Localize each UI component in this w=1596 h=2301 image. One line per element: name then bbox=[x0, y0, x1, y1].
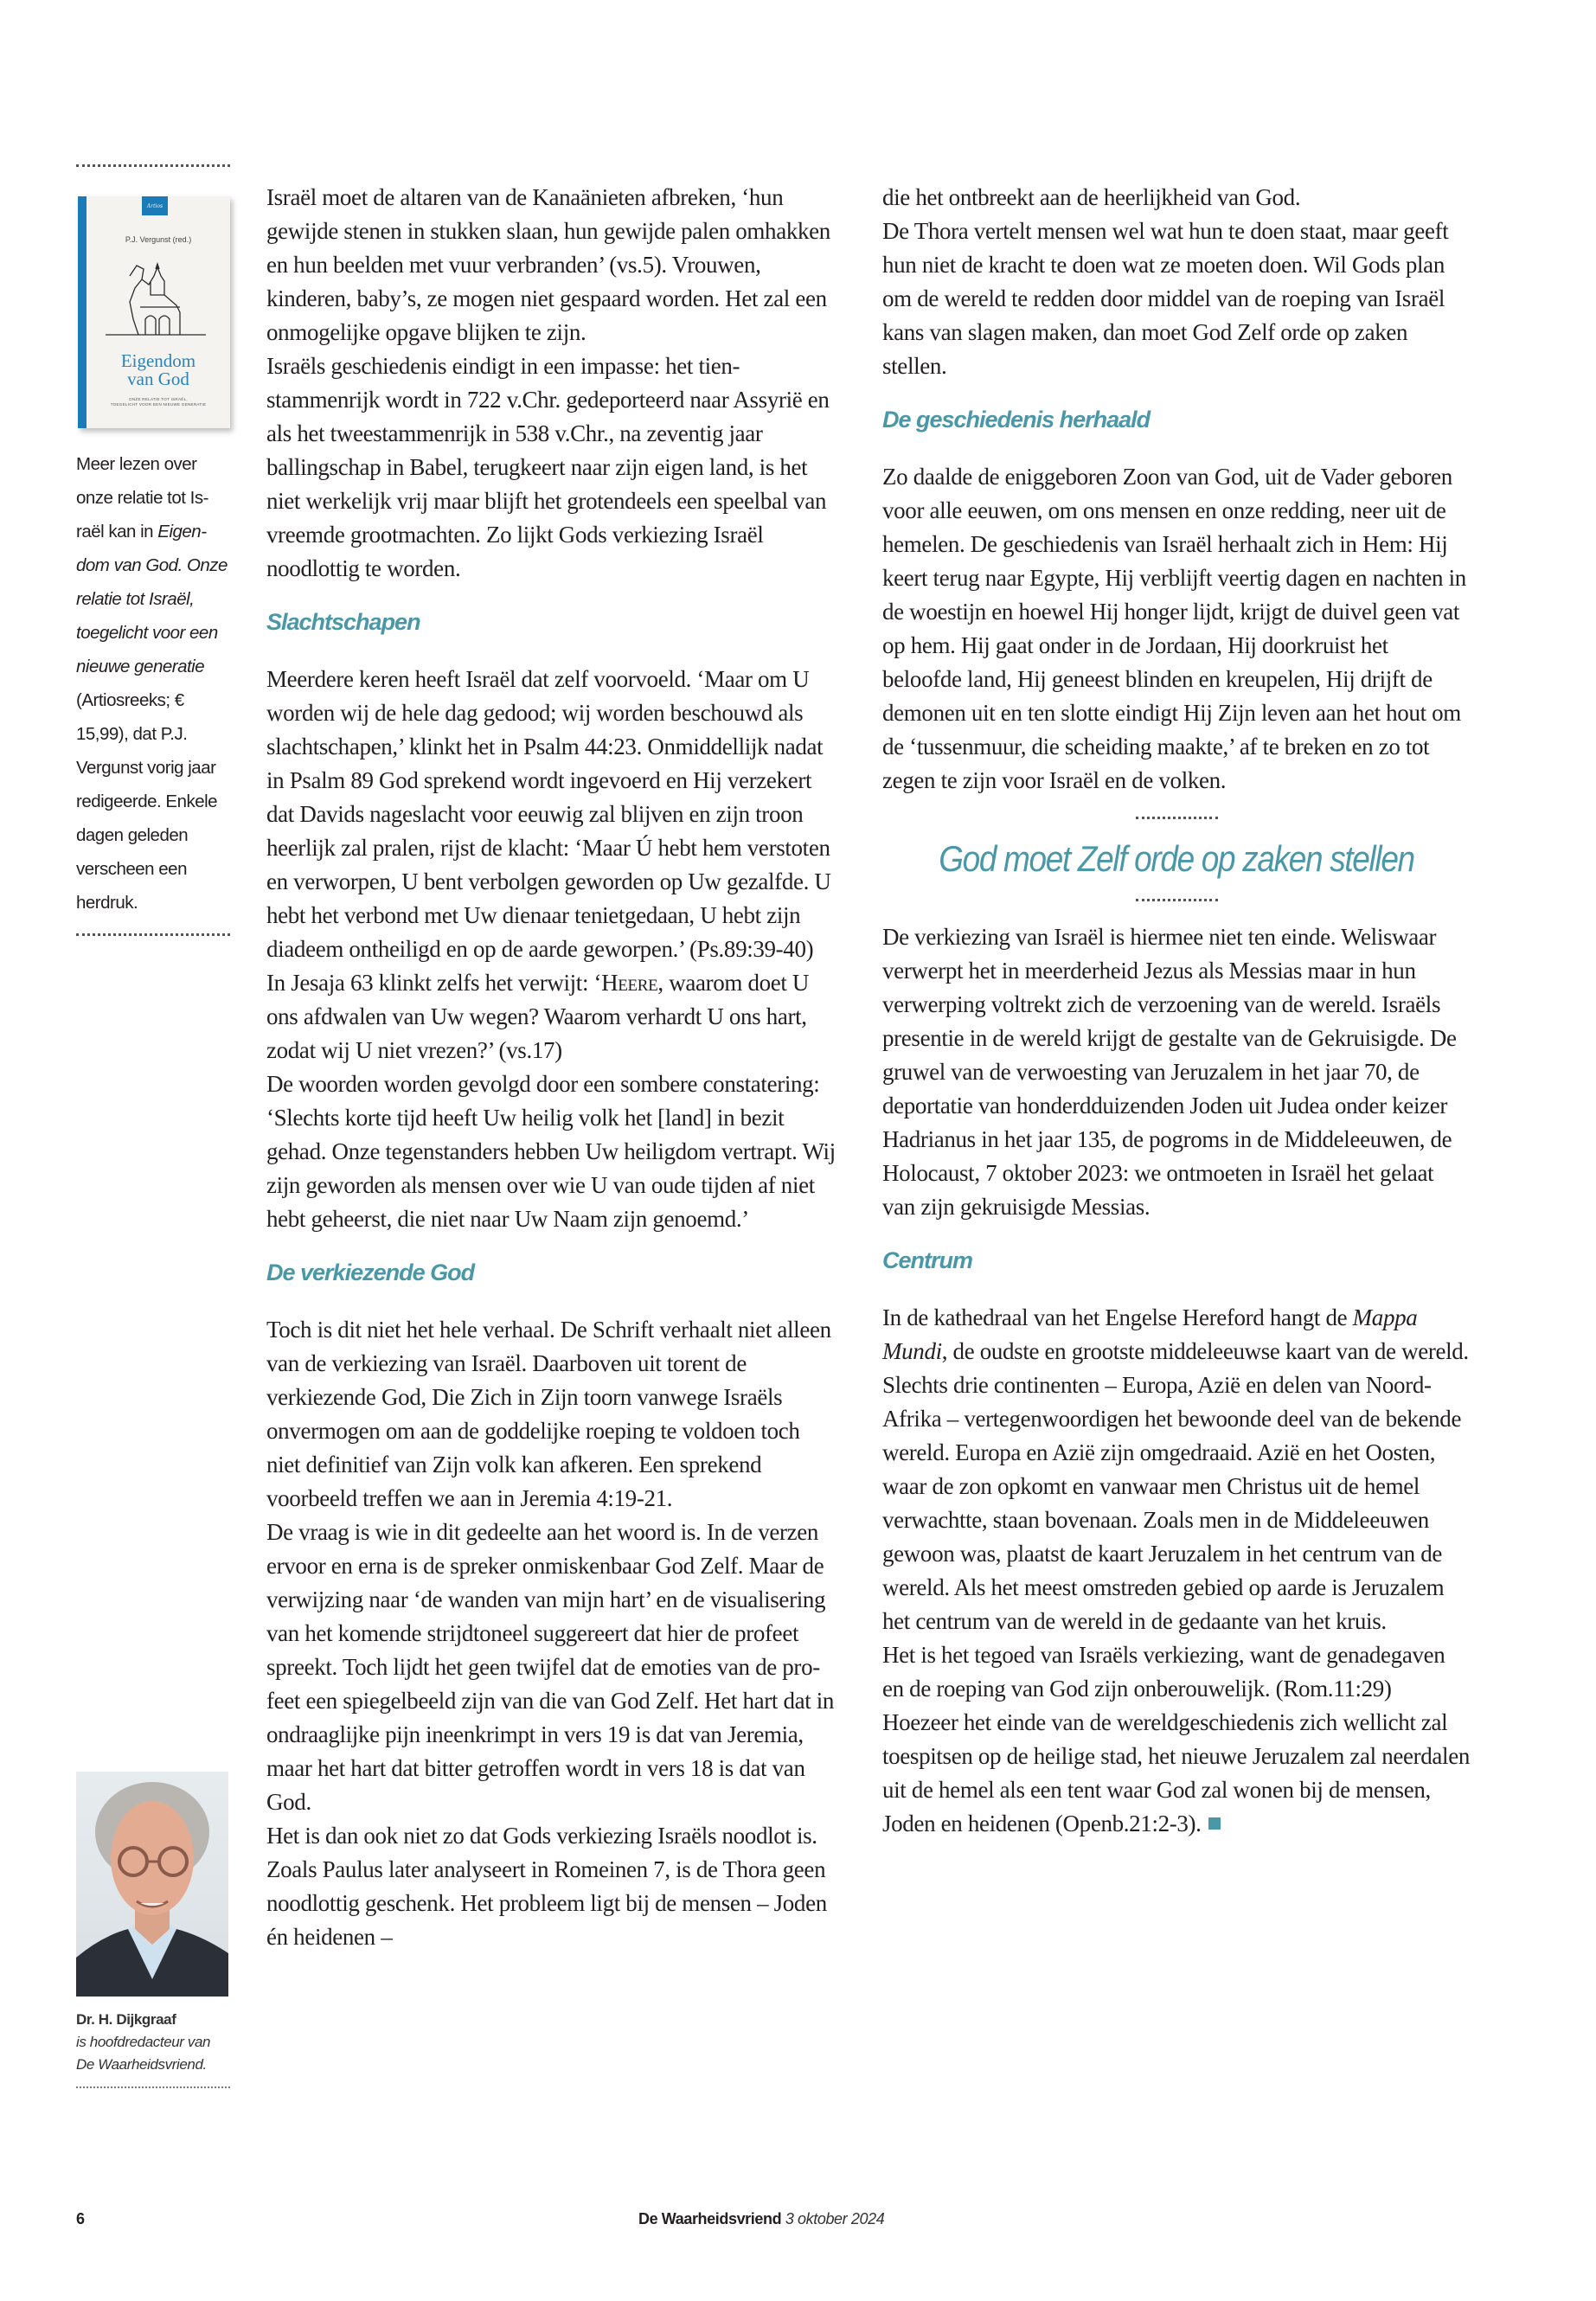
paragraph: Israëls geschiedenis eindigt in een impasse: het tienstammenrijk wordt in 722 v.Chr. gedeporteerd naar Assyrië en als het tweestammenrijk in 538 v.Chr., na zeventig jaar ballingschap in Babel, terugkeert naar zijn eigen land, is het niet werkelijk vrij maar blijft het grotendeels een speelbal van vreemde grootmachten. Zo lijkt Gods verkiezing Israël noodlottig te worden. bbox=[266, 353, 830, 581]
book-cover-image bbox=[78, 196, 230, 428]
section-heading-slachtschapen: Slachtschapen bbox=[266, 609, 420, 635]
end-of-article-square-icon bbox=[1208, 1817, 1221, 1830]
paragraph: Israël moet de altaren van de Kanaänieten afbreken, ‘hun gewijde stenen in stukken slaan, hun gewijde palen omhakken en hun beelden met vuur verbranden’ (vs.5). Vrouwen, kinderen, baby’s, ze mogen niet gespaard worden. Het zal een onmogelijke opgave blijken te zijn. bbox=[266, 184, 830, 345]
paragraph: De Thora vertelt mensen wel wat hun te doen staat, maar geeft hun niet de kracht te doen wat ze moeten doen. Wil Gods plan om de wereld te redden door middel van de roeping van Israël kans van slagen maken, dan moet God Zelf orde op zaken stellen. bbox=[882, 218, 1449, 379]
divider-dotted bbox=[76, 933, 230, 936]
pull-quote-text: God moet Zelf orde op zaken stellen bbox=[939, 838, 1414, 879]
book-spine bbox=[78, 196, 87, 428]
pull-quote bbox=[882, 817, 1471, 901]
paragraph: De verkiezing van Israël is hiermee niet ten einde. Weliswaar verwerpt het in meerderheid Jezus als Messias maar in hun verwerping voltrekt zich de verzoening van de wereld. Israëls presentie in de wereld krijgt de gestalte van de Gekruisigde. De gruwel van de verwoesting van Jeruzalem in het jaar 70, de deportatie van honderdduizenden Joden uit Judea onder keizer Hadrianus in het jaar 135, de pogroms in de Middeleeuwen, de Holocaust, 7 oktober 2023: we ontmoeten in Israël het gelaat van zijn gekruisigde Messias. bbox=[882, 924, 1457, 1220]
paragraph: Zo daalde de eniggeboren Zoon van God, uit de Vader geboren voor alle eeuwen, om ons mensen en onze redding, neer uit de hemelen. De geschiedenis van Israël herhaalt zich in Hem: Hij keert terug naar Egypte, Hij verblijft veertig dagen en nachten in de woestijn en hoewel Hij honger lijdt, krijgt de duivel geen vat op hem. Hij gaat onder in de Jordaan, Hij doorkruist het beloofde land, Hij geneest blinden en kreupelen, Hij drijft de demonen uit en ten slotte eindigt Hij Zijn leven aan het hout om de ‘tussenmuur, die scheiding maakte,’ af te breken en zo tot zegen te zijn voor Israël en de volken. bbox=[882, 464, 1466, 793]
mappa-mundi-italic: Mappa Mundi bbox=[882, 1304, 1418, 1364]
paragraph: Het is dan ook niet zo dat Gods verkiezing Israëls noodlot is. Zoals Paulus later analyseert in Romeinen 7, is de Thora geen noodlottig geschenk. Het probleem ligt bij de mensen – Joden én heidenen – bbox=[266, 1823, 827, 1950]
publisher-logo: Artios bbox=[142, 196, 168, 215]
book-tip-text: Meer lezen over onze relatie tot Israël kan in Eigendom van God. Onze relatie tot Israël, toegelicht voor een nieuwe generatie (Artiosreeks; € 15,99), dat P.J. Vergunst vorig jaar redigeerde. Enkele dagen geleden verscheen een herdruk. bbox=[76, 454, 228, 913]
divider-dotted bbox=[1136, 817, 1218, 819]
author-role: is hoofdredacteur van De Waarheidsvriend. bbox=[76, 2034, 211, 2073]
article-column-right bbox=[882, 181, 1471, 1841]
divider-dotted bbox=[1136, 899, 1218, 901]
author-portrait-icon bbox=[76, 1772, 228, 1997]
paragraph: Toch is dit niet het hele verhaal. De Schrift verhaalt niet alleen van de verkiezing van Israël. Daarboven uit torent de verkiezende God, Die Zich in Zijn toorn vanwege Israëls onvermogen om aan de goddelijke roeping te voldoen toch niet definitief van Zijn volk kan afkeren. Een sprekend voorbeeld treffen we aan in Jeremia 4:19-21. bbox=[266, 1317, 831, 1511]
lord-small-caps: Heere bbox=[601, 970, 658, 996]
divider-dotted bbox=[76, 2086, 230, 2088]
paragraph: De vraag is wie in dit gedeelte aan het woord is. In de verzen ervoor en erna is de spreker onmiskenbaar God Zelf. Maar de verwijzing naar ‘de wanden van mijn hart’ en de visualisering van het komende strijdtoneel suggereert dat hier de profeet spreekt. Toch lijdt het geen twijfel dat de emoties van de profeet een spiegelbeeld zijn van die van God Zelf. Het hart dat in ondraaglijke pijn ineenkrimpt in vers 19 is dat van Jeremia, maar het hart dat bitter getroffen wordt in vers 18 is dat van God. bbox=[266, 1519, 835, 1815]
article-column-middle bbox=[266, 181, 837, 1954]
paragraph: In de kathedraal van het Engelse Hereford hangt de Mappa Mundi, de oudste en grootste middeleeuwse kaart van de wereld. Slechts drie continenten – Europa, Azië en delen van Noord-Afrika – vertegenwoordigen het bewoonde deel van de bekende wereld. Europa en Azië zijn omgedraaid. Azië en het Oosten, waar de zon opkomt en vanwaar men Christus uit de hemel verwachtte, staan bovenaan. Zoals men in de Middeleeuwen gewoon was, plaatst de kaart Jeruzalem in het centrum van de wereld. Als het meest omstreden gebied op aarde is Jeruzalem het centrum van de wereld in de gedaante van het kruis. bbox=[882, 1304, 1469, 1634]
paragraph: De woorden worden gevolgd door een sombere constatering: ‘Slechts korte tijd heeft Uw heilig volk het [land] in bezit gehad. Onze tegenstanders hebben Uw heiligdom vertrapt. Wij zijn geworden als mensen over wie U van oude tijden af niet hebt geheerst, die niet naar Uw Naam zijn genoemd.’ bbox=[266, 1071, 836, 1232]
church-line-drawing-icon bbox=[104, 250, 208, 345]
sidebar-book-tip bbox=[76, 164, 230, 936]
book-editor: P.J. Vergunst (red.) bbox=[125, 235, 192, 244]
author-name: Dr. H. Dijkgraaf bbox=[76, 2011, 176, 2028]
section-heading-de-geschiedenis-herhaald: De geschiedenis herhaald bbox=[882, 407, 1151, 433]
publication-name: De Waarheidsvriend bbox=[638, 2210, 782, 2227]
paragraph: Meerdere keren heeft Israël dat zelf voorvoeld. ‘Maar om U worden wij de hele dag gedood; wij worden beschouwd als slachtschapen,’ klinkt het in Psalm 44:23. Onmiddellijk nadat in Psalm 89 God sprekend wordt ingevoerd en Hij verzekert dat Davids nageslacht voor eeuwig zal blijven en zijn troon heerlijk zal pralen, rijst de klacht: ‘Maar Ú hebt hem verstoten en verworpen, U bent verbolgen geworden op Uw gezalfde. U hebt het verbond met Uw dienaar tenietgedaan, U hebt zijn diadeem ontheiligd en op de aarde geworpen.’ (Ps.89:39-40) bbox=[266, 666, 831, 962]
section-heading-de-verkiezende-god: De verkiezende God bbox=[266, 1259, 475, 1285]
author-box bbox=[76, 1772, 230, 2088]
paragraph: Het is het tegoed van Israëls verkiezing, want de genadegaven en de roeping van God zijn onberouwelijk. (Rom.11:29) Hoezeer het einde van de wereldgeschiedenis zich wellicht zal toespitsen op de heilige stad, het nieuwe Jeruzalem zal neerdalen uit de hemel als een tent waar God zal wonen bij de mensen, Joden en heidenen (Openb.21:2-3). bbox=[882, 1642, 1470, 1836]
author-photo bbox=[76, 1772, 228, 1997]
book-subtitle: ONZE RELATIE TOT ISRAËL, TOEGELICHT VOOR EEN NIEUWE GENERATIE bbox=[110, 397, 207, 407]
page-number: 6 bbox=[76, 2210, 86, 2227]
divider-dotted bbox=[76, 164, 230, 167]
publication-date: 3 oktober 2024 bbox=[785, 2210, 885, 2227]
paragraph: die het ontbreekt aan de heerlijkheid van God. bbox=[882, 184, 1301, 210]
section-heading-centrum: Centrum bbox=[882, 1247, 973, 1273]
paragraph: In Jesaja 63 klinkt zelfs het verwijt: ‘Heere, waarom doet U ons afdwalen van Uw wegen? Waarom verhardt U ons hart, zodat wij U niet vrezen?’ (vs.17) bbox=[266, 970, 810, 1063]
book-title-italic: Eigendom van God. Onze relatie tot Israël, toegelicht voor een nieuwe generatie bbox=[76, 522, 228, 676]
publication-footer bbox=[638, 2210, 884, 2228]
book-title: Eigendom van God bbox=[120, 350, 196, 389]
